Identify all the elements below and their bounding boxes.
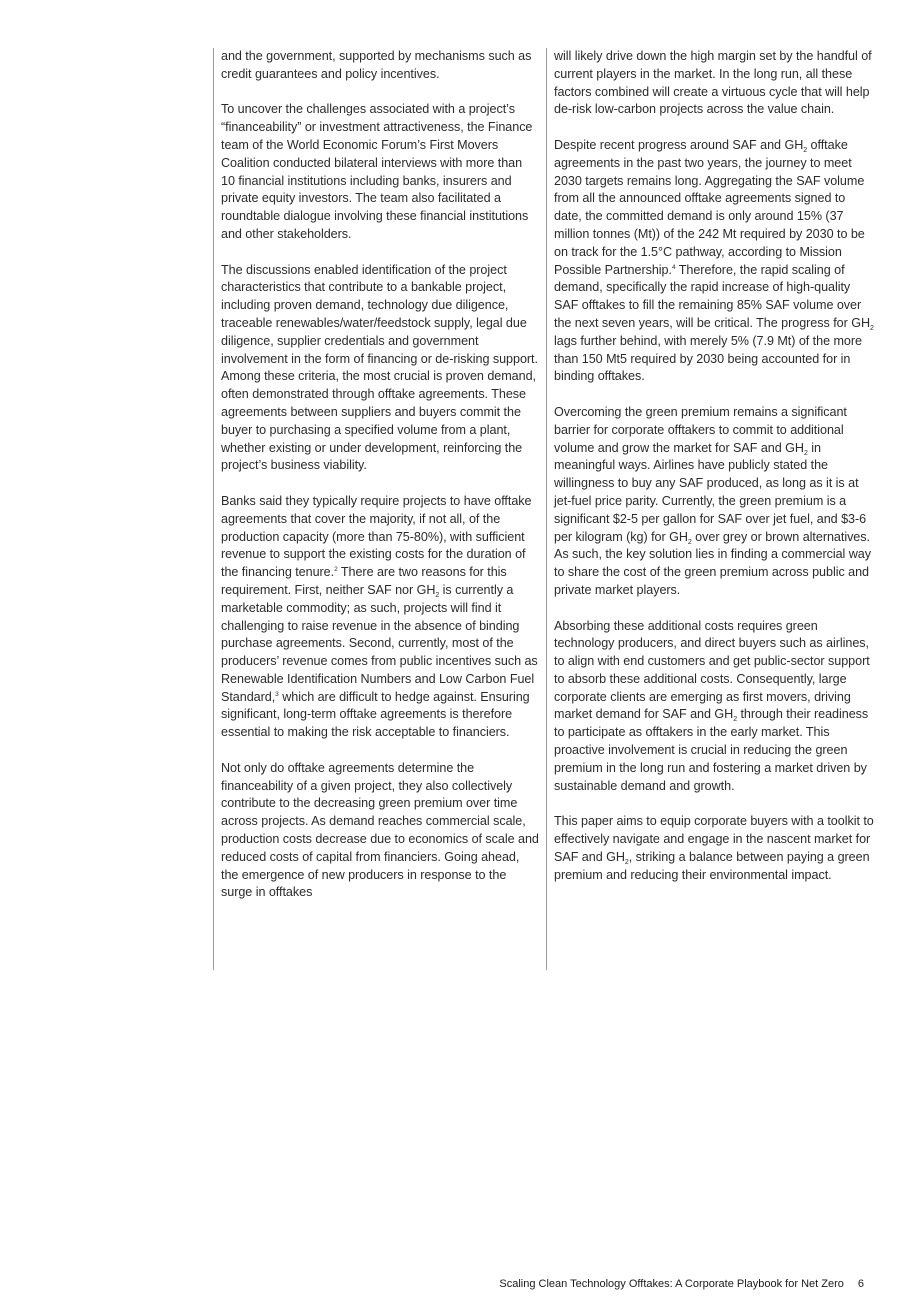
text-run: lags further behind, with merely 5% (7.9 Mt) of the more than 150 Mt5 required by 2030 being accounted for in binding offtakes.: [554, 333, 862, 384]
subscript: 2: [870, 324, 874, 332]
paragraph: Not only do offtake agreements determine the financeability of a given project, they also collectively contribute to the decreasing green premium over time across projects. As demand reaches commercial scale, production costs decrease due to economics of scale and reduced costs of capital from financiers. Going ahead, the emergence of new producers in response to the surge in offtakes: [221, 760, 539, 900]
subscript: 2: [687, 538, 692, 546]
paragraph: To uncover the challenges associated with a project’s “financeability” or investment attractiveness, the Finance team of the World Economic Forum’s First Movers Coalition conducted bilateral interviews with more than 10 financial institutions including banks, insurers and private equity investors. The team also facilitated a roundtable dialogue involving these financial institutions and other stakeholders.: [221, 102, 533, 241]
subscript: 2: [435, 591, 440, 599]
text-run: in meaningful ways. Airlines have publicly stated the willingness to buy any SAF produced, as long as it is at jet-fuel price parity. Currently, the green premium is a significant $2-5 per gallon for SAF over jet fuel, and $3-6 per kilogram (kg) for GH: [554, 440, 867, 544]
text-run: Absorbing these additional costs requires green technology producers, and direct buyers such as airlines, to align with end customers and get public-sector support to absorb these additional costs. Consequently, large corporate clients are emerging as first movers, driving market demand for SAF and GH: [554, 618, 870, 722]
footer-title: Scaling Clean Technology Offtakes: A Corporate Playbook for Net Zero: [499, 1278, 844, 1290]
subscript: 2: [803, 449, 808, 457]
right-column: [546, 48, 874, 970]
text-run: This paper aims to equip corporate buyers with a toolkit to effectively navigate and engage in the nascent market for SAF and GH: [554, 814, 874, 864]
left-column: [213, 48, 539, 970]
paragraph: The discussions enabled identification of the project characteristics that contribute to a bankable project, including proven demand, technology due diligence, traceable renewables/water/feedstock supply, legal due diligence, supplier credentials and government involvement in the form of financing or de-risking support. Among these criteria, the most crucial is proven demand, often demonstrated through offtake agreements. These agreements between suppliers and buyers commit the buyer to purchasing a specified volume from a plant, whether existing or under development, reinforcing the project’s business viability.: [221, 262, 538, 473]
paragraph: will likely drive down the high margin set by the handful of current players in the market. In the long run, all these factors combined will create a virtuous cycle that will help de-risk low-carbon projects across the value chain.: [554, 49, 872, 117]
paragraph: [554, 137, 874, 386]
page-number: 6: [857, 1278, 864, 1290]
paragraph: [554, 813, 874, 884]
text-run: Despite recent progress around SAF and GH: [554, 137, 804, 152]
subscript: 2: [624, 858, 629, 866]
text-run: Banks said they typically require projects to have offtake agreements that cover the majority, if not all, of the production capacity (more than 75-80%), with sufficient revenue to support the existing costs for the duration of the financing tenure.: [221, 493, 532, 580]
footnote-marker: 3: [275, 690, 279, 698]
text-run: , striking a balance between paying a green premium and reducing their environmental impact.: [554, 849, 870, 882]
text-run: over grey or brown alternatives. As such, the key solution lies in finding a commercial way to share the cost of the green premium across public and private market players.: [554, 529, 871, 597]
page-footer: [499, 1278, 864, 1290]
text-run: offtake agreements in the past two years, the journey to meet 2030 targets remains long. Aggregating the SAF volume from all the announced offtake agreements signed to date, the committed demand is only around 15% (37 million tonnes (Mt)) of the 242 Mt required by 2030 to be on track for the 1.5°C pathway, according to Mission Possible Partnership.: [554, 137, 865, 277]
text-run: There are two reasons for this requirement. First, neither SAF nor GH: [221, 565, 507, 597]
paragraph: [221, 493, 539, 742]
text-run: which are difficult to hedge against. Ensuring significant, long-term offtake agreements is therefore essential to making the risk acceptable to financiers.: [221, 689, 530, 740]
footnote-marker: 4: [671, 263, 676, 271]
paragraph: [554, 618, 874, 796]
paragraph: and the government, supported by mechanisms such as credit guarantees and policy incentives.: [221, 49, 532, 81]
text-run: Therefore, the rapid scaling of demand, specifically the rapid increase of high-quality SAF offtakes to fill the remaining 85% SAF volume over the next seven years, will be critical. The progress for GH: [554, 262, 870, 330]
subscript: 2: [733, 716, 738, 724]
subscript: 2: [803, 146, 808, 154]
text-run: through their readiness to participate as offtakers in the early market. This proactive involvement is crucial in reducing the green premium in the long run and fostering a market driven by sustainable demand and growth.: [554, 707, 869, 793]
paragraph: [554, 404, 874, 600]
footnote-marker: 2: [334, 566, 338, 574]
text-run: is currently a marketable commodity; as such, projects will find it challenging to raise revenue in the absence of binding purchase agreements. Second, currently, most of the producers’ revenue comes from public incentives such as Renewable Identification Numbers and Low Carbon Fuel Standard,: [221, 582, 538, 704]
text-run: Overcoming the green premium remains a significant barrier for corporate offtakers to commit to additional volume and grow the market for SAF and GH: [554, 404, 847, 455]
